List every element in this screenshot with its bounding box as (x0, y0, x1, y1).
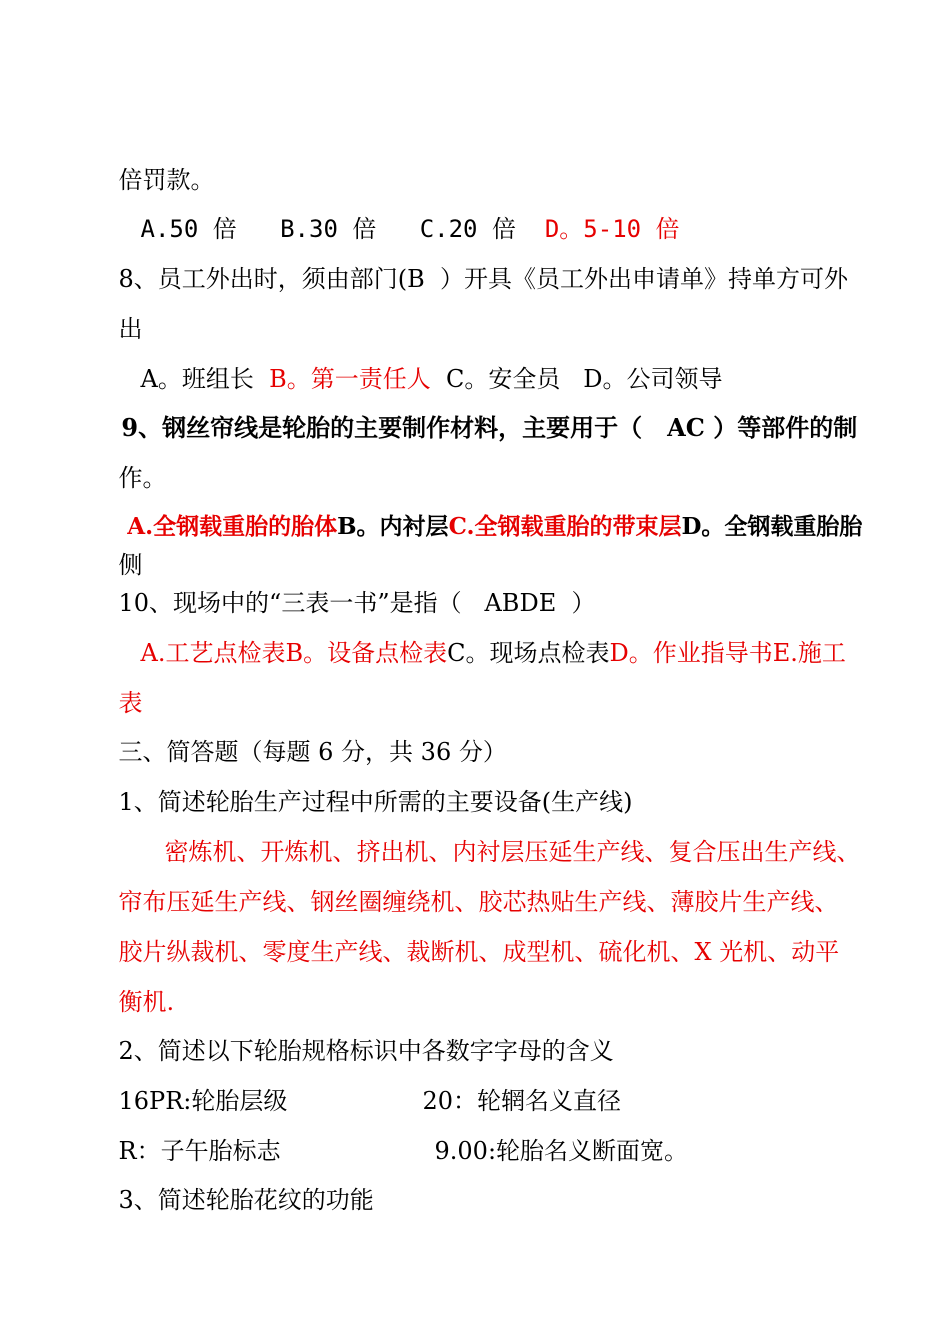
option-text: B。内衬层 (337, 513, 449, 540)
text: 作。 (118, 464, 167, 492)
option-text: C。现场点检表 (447, 639, 610, 667)
answer-text: 帘布压延生产线、钢丝圈缠绕机、胶芯热贴生产线、薄胶片生产线、 (118, 888, 839, 916)
definition-text: 16PR:轮胎层级 (118, 1087, 288, 1115)
question-line (88, 383, 857, 473)
answer-text: 衡机. (118, 988, 175, 1016)
definition-text: R：子午胎标志 (118, 1137, 281, 1165)
answer-text: A.工艺点检表B。设备点检表 (140, 639, 448, 667)
option-text: D。全钢载重胎胎 (681, 513, 863, 540)
question-text: 3、简述轮胎花纹的功能 (118, 1186, 374, 1214)
definition-line (404, 1106, 688, 1196)
question-line (88, 234, 848, 324)
answer-text: A.全钢载重胎的胎体 (127, 513, 338, 540)
question-text: 9、钢丝帘线是轮胎的主要制作材料，主要用于（ AC ）等部件的制 (121, 413, 858, 442)
question-text: 1、简述轮胎生产过程中所需的主要设备(生产线) (118, 788, 633, 816)
question-text: 10、现场中的“三表一书”是指（ ABDE ） (118, 589, 596, 617)
section-title: 三、简答题（每题 6 分，共 36 分） (118, 738, 507, 766)
text: 出 (118, 315, 143, 343)
answer-text: 表 (118, 689, 143, 717)
definition-text: 20：轮辋名义直径 (422, 1087, 622, 1115)
answer-line (88, 907, 839, 997)
answer-text: D。5-10 倍 (544, 215, 680, 243)
answer-text: 胶片纵裁机、零度生产线、裁断机、成型机、硫化机、X 光机、动平 (118, 938, 840, 966)
definition-text: 9.00:轮胎名义断面宽。 (434, 1137, 689, 1165)
options-line (110, 608, 846, 698)
answer-text: B。第一责任人 (269, 365, 431, 393)
question-text: 2、简述以下轮胎规格标识中各数字字母的含义 (118, 1037, 614, 1065)
answer-text: C.全钢载重胎的带束层 (448, 513, 682, 540)
option-text: A.50 倍 B.30 倍 C.20 倍 (140, 215, 545, 243)
text: 侧 (118, 551, 143, 579)
option-text: C。安全员 D。公司领导 (430, 365, 723, 393)
answer-text: 密炼机、开炼机、挤出机、内衬层压延生产线、复合压出生产线、 (164, 838, 861, 866)
question-text: 8、员工外出时，须由部门(B ）开具《员工外出申请单》持单方可外 (118, 265, 849, 293)
text: 倍罚款。 (118, 166, 215, 194)
question-line (88, 1155, 374, 1245)
answer-text: D。作业指导书E.施工 (609, 639, 846, 667)
option-text: A。班组长 (140, 365, 270, 393)
